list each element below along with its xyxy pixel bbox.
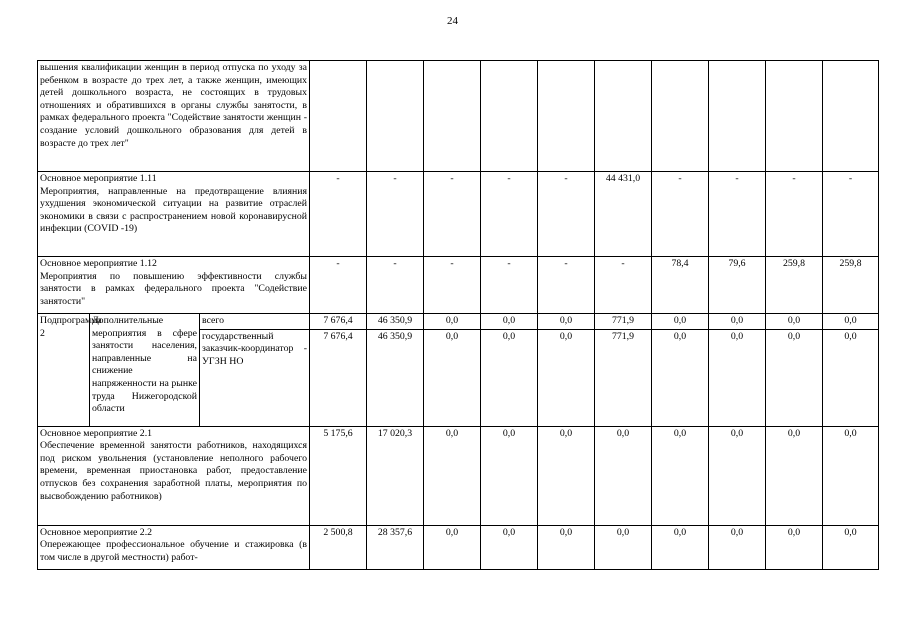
value-cell: 0,0: [481, 314, 538, 330]
activity-cell: [38, 525, 310, 569]
value-cell: 0,0: [595, 525, 652, 569]
activity-cell: [38, 257, 310, 314]
value-cell: 0,0: [595, 426, 652, 525]
activity-description: Опережающее профессиональное обучение и стажировка (в том числе в другой местности) работ-: [40, 539, 308, 563]
table-row: [38, 525, 879, 569]
value-cell: 0,0: [424, 426, 481, 525]
budget-table: [37, 60, 879, 570]
value-cell: -: [595, 257, 652, 314]
activity-title: Основное мероприятие 2.1: [40, 427, 153, 439]
value-cell: 771,9: [595, 314, 652, 330]
value-cell: 0,0: [424, 525, 481, 569]
value-cell: -: [538, 172, 595, 257]
activity-description: вышения квалификации женщин в период отпуска по уходу за ребенком в возрасте до трех лет, а также женщин, имеющих детей дошкольного возраста, не состоящих в трудовых отношениях и обратившихся в органы службы занятости, в рамках федерального проекта "Содействие занятости женщин - создание условий дошкольного образования для детей в возрасте до трех лет": [38, 61, 310, 172]
activity-title: Основное мероприятие 1.11: [40, 173, 157, 184]
activity-description: Мероприятия, направленные на предотвращение влияния ухудшения экономической ситуации на развитие отраслей экономики в связи с распространением новой коронавирусной инфекции (COVID -19): [40, 185, 308, 235]
value-cell: 5 175,6: [310, 426, 367, 525]
value-cell: -: [709, 172, 766, 257]
value-cell: 0,0: [538, 329, 595, 426]
subprogram-label: Подпрограмма 2: [38, 314, 90, 427]
value-cell: 0,0: [652, 329, 709, 426]
value-cell: 0,0: [709, 314, 766, 330]
value-cell: -: [367, 257, 424, 314]
value-cell: [766, 61, 823, 172]
value-cell: -: [310, 257, 367, 314]
value-cell: -: [424, 257, 481, 314]
value-cell: 44 431,0: [595, 172, 652, 257]
value-cell: [481, 61, 538, 172]
executor-main: государственный заказчик-координатор - УГЗН НО: [200, 329, 310, 426]
value-cell: -: [538, 257, 595, 314]
value-cell: 0,0: [652, 426, 709, 525]
value-cell: [310, 61, 367, 172]
value-cell: 0,0: [766, 426, 823, 525]
value-cell: 0,0: [823, 329, 879, 426]
value-cell: 46 350,9: [367, 314, 424, 330]
value-cell: -: [481, 172, 538, 257]
activity-title: Основное мероприятие 2.2: [40, 526, 153, 538]
value-cell: 0,0: [481, 426, 538, 525]
activity-description: Мероприятия по повышению эффективности службы занятости в рамках федерального проекта "Содействие занятости": [40, 270, 308, 307]
value-cell: 771,9: [595, 329, 652, 426]
value-cell: -: [652, 172, 709, 257]
value-cell: 17 020,3: [367, 426, 424, 525]
value-cell: 0,0: [538, 314, 595, 330]
value-cell: 28 357,6: [367, 525, 424, 569]
value-cell: [595, 61, 652, 172]
value-cell: 0,0: [424, 314, 481, 330]
value-cell: 7 676,4: [310, 314, 367, 330]
value-cell: [538, 61, 595, 172]
table-row: [38, 257, 879, 314]
value-cell: 0,0: [424, 329, 481, 426]
value-cell: -: [766, 172, 823, 257]
value-cell: -: [367, 172, 424, 257]
value-cell: 0,0: [652, 525, 709, 569]
activity-cell: [38, 426, 310, 525]
value-cell: 0,0: [652, 314, 709, 330]
value-cell: 0,0: [481, 525, 538, 569]
value-cell: 0,0: [538, 426, 595, 525]
value-cell: 46 350,9: [367, 329, 424, 426]
subprogram-name: Дополнительные мероприятия в сфере занятости населения, направленные на снижение напряженности на рынке труда Нижегородской области: [90, 314, 200, 427]
value-cell: 0,0: [481, 329, 538, 426]
value-cell: 0,0: [538, 525, 595, 569]
value-cell: [367, 61, 424, 172]
value-cell: 0,0: [709, 329, 766, 426]
value-cell: 0,0: [823, 314, 879, 330]
page-number: 24: [447, 15, 458, 27]
value-cell: 0,0: [766, 329, 823, 426]
value-cell: [424, 61, 481, 172]
value-cell: 0,0: [766, 525, 823, 569]
value-cell: [823, 61, 879, 172]
value-cell: 0,0: [709, 525, 766, 569]
activity-description: Обеспечение временной занятости работников, находящихся под риском увольнения (установление неполного рабочего времени, временная приостановка работ, предоставление отпусков без сохранения заработной платы, мероприятия по высвобождению работников): [40, 440, 308, 502]
value-cell: -: [424, 172, 481, 257]
value-cell: 0,0: [823, 525, 879, 569]
executor-total: всего: [200, 314, 310, 330]
value-cell: 7 676,4: [310, 329, 367, 426]
value-cell: 79,6: [709, 257, 766, 314]
value-cell: -: [481, 257, 538, 314]
table-row: [38, 172, 879, 257]
value-cell: 259,8: [823, 257, 879, 314]
value-cell: -: [310, 172, 367, 257]
value-cell: [709, 61, 766, 172]
value-cell: [652, 61, 709, 172]
value-cell: 2 500,8: [310, 525, 367, 569]
value-cell: 259,8: [766, 257, 823, 314]
value-cell: -: [823, 172, 879, 257]
table-row: [38, 426, 879, 525]
value-cell: 0,0: [766, 314, 823, 330]
activity-title: Основное мероприятие 1.12: [40, 258, 157, 269]
value-cell: 0,0: [823, 426, 879, 525]
table-row: [38, 61, 879, 172]
value-cell: 78,4: [652, 257, 709, 314]
table-row: [38, 314, 879, 330]
activity-cell: [38, 172, 310, 257]
value-cell: 0,0: [709, 426, 766, 525]
